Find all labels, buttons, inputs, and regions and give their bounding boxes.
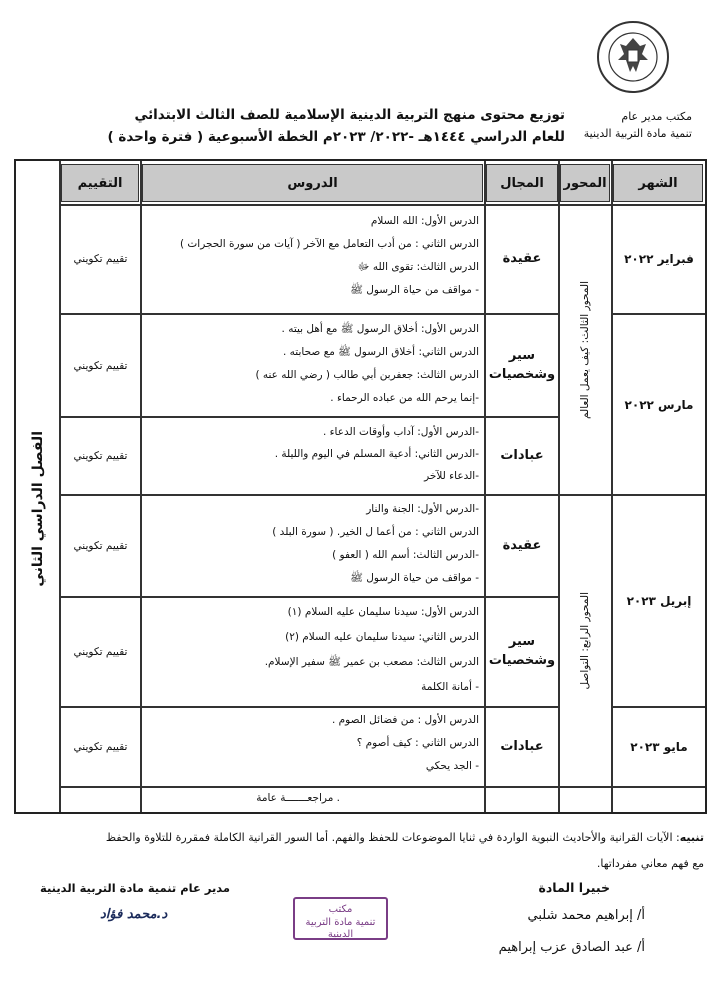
header-lessons: الدروس bbox=[142, 164, 483, 202]
curriculum-table bbox=[14, 159, 707, 814]
lesson-item: -الدرس الثالث: أسم الله ( العفو ) bbox=[332, 549, 479, 561]
month-label: فبراير ٢٠٢٢ bbox=[624, 252, 694, 266]
lesson-item: - مواقف من حياة الرسول ﷺ bbox=[350, 572, 479, 584]
row-divider bbox=[59, 786, 705, 788]
evaluation-cell bbox=[61, 418, 140, 494]
director-signature: د.محمد فؤاد bbox=[100, 907, 168, 922]
field-cell bbox=[486, 598, 558, 706]
lessons-cell bbox=[146, 503, 479, 595]
expert-name: أ/ إبراهيم محمد شلبي bbox=[527, 908, 645, 923]
field-cell bbox=[486, 315, 558, 416]
lesson-item: الدرس الأول: الله السلام bbox=[370, 215, 479, 227]
expert-name: أ/ عبد الصادق عزب إبراهيم bbox=[498, 940, 645, 955]
evaluation-cell bbox=[61, 315, 140, 416]
header-month: الشهر bbox=[613, 164, 703, 202]
evaluation-label: تقييم تكويني bbox=[73, 359, 128, 372]
header-field: المجال bbox=[486, 164, 558, 202]
lessons-cell bbox=[146, 714, 479, 783]
lesson-item: الدرس الثاني: سيدنا سليمان عليه السلام (٢) bbox=[285, 631, 479, 643]
stamp-line: تنمية مادة التربية الدينية bbox=[305, 916, 376, 940]
lesson-item: الدرس الأول: أخلاق الرسول ﷺ مع أهل بيته . bbox=[281, 323, 479, 335]
term-cell bbox=[16, 205, 59, 812]
lesson-item: - مواقف من حياة الرسول ﷺ bbox=[350, 284, 479, 296]
month-label: إبريل ٢٠٢٣ bbox=[626, 594, 692, 608]
note-line bbox=[14, 831, 704, 844]
field-label: عبادات bbox=[500, 447, 544, 463]
lesson-item: الدرس الأول: سيدنا سليمان عليه السلام (١) bbox=[287, 606, 479, 618]
month-label: مايو ٢٠٢٣ bbox=[630, 740, 688, 754]
lesson-item: - أمانة الكلمة bbox=[421, 681, 479, 693]
lesson-item: الدرس الثاني : من أدب التعامل مع الآخر ( آيات من سورة الحجرات ) bbox=[179, 238, 479, 250]
note-label: تنبيه bbox=[679, 831, 704, 844]
field-label: عبادات bbox=[500, 738, 544, 754]
lessons-cell bbox=[146, 426, 479, 492]
lesson-item: -الدعاء للآخر bbox=[424, 470, 479, 482]
office-name-line2: تنمية مادة التربية الدينية bbox=[583, 127, 692, 140]
month-cell bbox=[613, 205, 705, 313]
note-text: : الآيات القرانية والأحاديث النبوية الواردة في ثنايا الموضوعات للحفظ والفهم. أما السور القرانية الكاملة فمقررة للتلاوة والحفظ bbox=[105, 831, 680, 844]
field-label: عقيدة bbox=[502, 250, 542, 266]
director-title: مدير عام تنمية مادة التربية الدينية bbox=[40, 881, 231, 895]
lessons-cell bbox=[146, 606, 479, 706]
month-cell bbox=[613, 708, 705, 786]
evaluation-cell bbox=[61, 598, 140, 706]
experts-label: خبيرا المادة bbox=[538, 880, 610, 895]
lesson-item: -الدرس الثاني: أدعية المسلم في اليوم والليلة . bbox=[274, 448, 479, 460]
evaluation-label: تقييم تكويني bbox=[73, 540, 128, 552]
month-cell bbox=[613, 315, 705, 494]
document-title: توزيع محتوى منهج التربية الدينية الإسلامية للصف الثالث الابتدائي bbox=[134, 107, 565, 123]
axis-cell bbox=[560, 205, 610, 494]
lesson-item: الدرس الثالث: تقوى الله ﷻ bbox=[357, 261, 479, 273]
month-label: مارس ٢٠٢٢ bbox=[624, 397, 694, 412]
lesson-item: -إنما يرحم الله من عباده الرحماء . bbox=[330, 392, 479, 404]
evaluation-label: تقييم تكويني bbox=[73, 646, 128, 658]
term-label: الفصل الدراسي الثاني bbox=[29, 430, 46, 587]
header-axis: المحور bbox=[560, 164, 610, 202]
lesson-item: الدرس الثاني : من أعما ل الخير. ( سورة البلد ) bbox=[272, 526, 479, 538]
field-cell bbox=[486, 708, 558, 786]
lesson-item: - الجد يحكي bbox=[425, 760, 479, 772]
lesson-item: -الدرس الأول: آداب وأوقات الدعاء . bbox=[322, 426, 479, 438]
office-name-line1: مكتب مدير عام bbox=[621, 110, 692, 123]
note-line-2: مع فهم معاني مفرداتها. bbox=[596, 857, 704, 870]
month-cell bbox=[613, 496, 705, 706]
ministry-emblem-logo bbox=[596, 20, 670, 94]
field-label: سير وشخصيات bbox=[488, 634, 556, 668]
lesson-item: الدرس الثالث: جعفربن أبي طالب ( رضي الله عنه ) bbox=[255, 369, 479, 381]
lesson-item: الدرس الثاني: أخلاق الرسول ﷺ مع صحابته . bbox=[282, 346, 479, 358]
evaluation-label: تقييم تكويني bbox=[73, 741, 128, 753]
lesson-item: الدرس الثاني : كيف أصوم ؟ bbox=[356, 737, 479, 749]
evaluation-label: تقييم تكويني bbox=[73, 253, 128, 265]
field-label: عقيدة bbox=[502, 537, 542, 553]
axis-label: المحور الثالث: كيف يعمل العالم bbox=[579, 280, 591, 419]
axis-cell bbox=[560, 496, 610, 786]
lessons-cell bbox=[146, 215, 479, 307]
review-row: . مراجعـــــــة عامة bbox=[256, 792, 340, 804]
document-subtitle: للعام الدراسي ١٤٤٤هـ -٢٠٢٢/ ٢٠٢٣م الخطة الأسبوعية ( فترة واحدة ) bbox=[107, 129, 565, 145]
field-label: سير وشخصيات bbox=[488, 347, 556, 382]
axis-label: المحور الرابع: التواصل bbox=[579, 592, 591, 690]
field-cell bbox=[486, 418, 558, 494]
evaluation-cell bbox=[61, 496, 140, 596]
lesson-item: الدرس الثالث: مصعب بن عمير ﷺ سفير الإسلام. bbox=[264, 656, 479, 668]
column-divider bbox=[140, 161, 142, 812]
lessons-cell bbox=[146, 323, 479, 415]
stamp-line: مكتب bbox=[328, 904, 353, 915]
evaluation-cell bbox=[61, 708, 140, 786]
office-stamp bbox=[293, 897, 388, 940]
lesson-item: -الدرس الأول: الجنة والنار bbox=[366, 503, 479, 515]
header-evaluation: التقييم bbox=[61, 164, 139, 202]
field-cell bbox=[486, 496, 558, 596]
evaluation-label: تقييم تكويني bbox=[73, 450, 128, 462]
field-cell bbox=[486, 205, 558, 313]
lesson-item: الدرس الأول : من فضائل الصوم . bbox=[332, 714, 479, 726]
evaluation-cell bbox=[61, 205, 140, 313]
